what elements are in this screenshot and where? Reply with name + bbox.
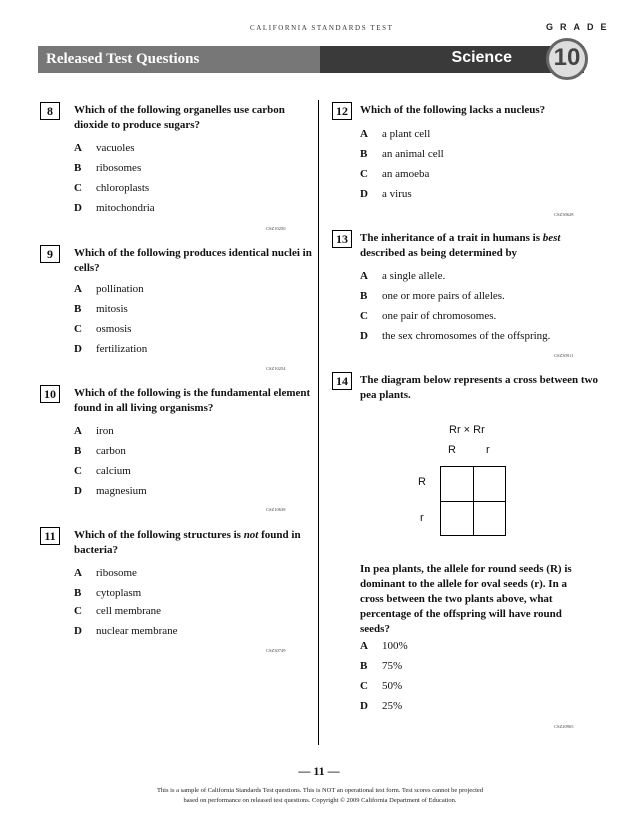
option-letter: B bbox=[74, 445, 82, 457]
option-text: cell membrane bbox=[96, 605, 162, 617]
subject-label: Science bbox=[451, 49, 512, 66]
grade-badge bbox=[546, 38, 588, 80]
option-letter: B bbox=[360, 148, 368, 160]
option-letter: D bbox=[360, 188, 368, 200]
item-code: CSZ10250 bbox=[266, 226, 286, 231]
option-text: a single allele. bbox=[382, 270, 446, 282]
item-code: CSZ20965 bbox=[554, 724, 574, 729]
question-number: 10 bbox=[40, 385, 60, 403]
stem-part: Which of the following structures is bbox=[74, 529, 244, 541]
option-text: nuclear membrane bbox=[96, 625, 178, 637]
stem-part: described as being determined by bbox=[360, 247, 518, 259]
item-code: CSZ30628 bbox=[554, 212, 574, 217]
option-letter: C bbox=[74, 323, 82, 335]
option-text: vacuoles bbox=[96, 142, 135, 154]
grade-label: GRADE bbox=[546, 22, 614, 32]
question-number: 9 bbox=[40, 245, 60, 263]
row-allele-2: r bbox=[420, 512, 424, 524]
stem-part: found in bacteria? bbox=[74, 529, 301, 556]
grade-number: 10 bbox=[553, 44, 581, 71]
item-code: CSZ30911 bbox=[554, 353, 574, 358]
question-number: 12 bbox=[332, 102, 352, 120]
page-number: — 11 — bbox=[298, 764, 340, 778]
cross-label: Rr × Rr bbox=[449, 424, 485, 436]
option-text: mitochondria bbox=[96, 202, 155, 214]
item-code: CSZ30749 bbox=[266, 648, 286, 653]
stem-emphasis: not bbox=[243, 529, 259, 541]
option-text: 25% bbox=[382, 700, 403, 712]
option-text: 75% bbox=[382, 660, 403, 672]
test-name: CALIFORNIA STANDARDS TEST bbox=[250, 24, 394, 32]
option-letter: C bbox=[360, 310, 368, 322]
option-text: iron bbox=[96, 425, 114, 437]
question-stem-continued: In pea plants, the allele for round seeds (R) is dominant to the allele for oval seeds (r). In a cross between the two plants above, what percentage of the offspring will have round seeds? bbox=[360, 563, 572, 635]
punnett-square bbox=[440, 466, 506, 536]
question-stem bbox=[360, 231, 600, 261]
option-text: calcium bbox=[96, 465, 131, 477]
subject-box bbox=[320, 46, 584, 73]
option-letter: A bbox=[360, 640, 368, 652]
question-number: 14 bbox=[332, 372, 352, 390]
question-number: 13 bbox=[332, 230, 352, 248]
option-letter: D bbox=[74, 625, 82, 637]
option-letter: B bbox=[74, 303, 82, 315]
option-letter: D bbox=[74, 485, 82, 497]
item-code: CSZ10254 bbox=[266, 366, 286, 371]
option-letter: B bbox=[360, 290, 368, 302]
option-letter: A bbox=[360, 128, 368, 140]
option-text: cytoplasm bbox=[96, 587, 142, 599]
option-text: mitosis bbox=[96, 303, 128, 315]
option-letter: D bbox=[360, 700, 368, 712]
column-divider bbox=[318, 100, 319, 745]
column-allele-2: r bbox=[486, 444, 490, 456]
row-allele-1: R bbox=[418, 476, 426, 488]
top-header bbox=[0, 22, 638, 36]
option-letter: A bbox=[74, 425, 82, 437]
stem-part: The inheritance of a trait in humans is bbox=[360, 232, 543, 244]
option-letter: A bbox=[74, 567, 82, 579]
option-text: a virus bbox=[382, 188, 412, 200]
option-text: one pair of chromosomes. bbox=[382, 310, 497, 322]
question-stem: Which of the following organelles use carbon dioxide to produce sugars? bbox=[74, 104, 285, 131]
option-text: a plant cell bbox=[382, 128, 431, 140]
option-text: magnesium bbox=[96, 485, 147, 497]
option-text: the sex chromosomes of the offspring. bbox=[382, 330, 551, 342]
stem-emphasis: best bbox=[542, 232, 561, 244]
option-text: ribosomes bbox=[96, 162, 142, 174]
option-letter: D bbox=[360, 330, 368, 342]
option-text: fertilization bbox=[96, 343, 148, 355]
option-letter: A bbox=[360, 270, 368, 282]
item-code: CSZ10638 bbox=[266, 507, 286, 512]
question-stem: Which of the following lacks a nucleus? bbox=[360, 104, 546, 116]
option-letter: C bbox=[360, 168, 368, 180]
option-text: chloroplasts bbox=[96, 182, 150, 194]
question-stem: Which of the following produces identical nuclei in cells? bbox=[74, 247, 312, 274]
option-text: 50% bbox=[382, 680, 403, 692]
column-allele-1: R bbox=[448, 444, 456, 456]
option-letter: D bbox=[74, 202, 82, 214]
footer-note bbox=[80, 786, 560, 806]
option-letter: C bbox=[74, 182, 82, 194]
option-letter: C bbox=[360, 680, 368, 692]
option-letter: A bbox=[74, 142, 82, 154]
section-title: Released Test Questions bbox=[46, 51, 200, 67]
option-letter: B bbox=[74, 162, 82, 174]
option-text: osmosis bbox=[96, 323, 132, 335]
option-letter: A bbox=[74, 283, 82, 295]
option-text: one or more pairs of alleles. bbox=[382, 290, 505, 302]
footer-line-2: based on performance on released test questions. Copyright © 2009 California Department of Education. bbox=[183, 797, 457, 804]
question-stem: Which of the following is the fundamental element found in all living organisms? bbox=[74, 387, 311, 414]
option-letter: B bbox=[74, 587, 82, 599]
grid-line bbox=[441, 501, 505, 502]
option-letter: C bbox=[74, 605, 82, 617]
question-stem bbox=[74, 528, 314, 558]
option-text: an animal cell bbox=[382, 148, 444, 160]
option-text: pollination bbox=[96, 283, 144, 295]
option-letter: C bbox=[74, 465, 82, 477]
question-number: 11 bbox=[40, 527, 60, 545]
option-letter: D bbox=[74, 343, 82, 355]
question-number: 8 bbox=[40, 102, 60, 120]
option-text: carbon bbox=[96, 445, 126, 457]
footer-line-1: This is a sample of California Standards Test questions. This is NOT an operational test form. Test scores cannot be projected bbox=[156, 787, 484, 794]
question-stem: The diagram below represents a cross between two pea plants. bbox=[360, 374, 599, 401]
option-text: an amoeba bbox=[382, 168, 430, 180]
option-text: 100% bbox=[382, 640, 408, 652]
title-band bbox=[38, 46, 558, 73]
option-letter: B bbox=[360, 660, 368, 672]
option-text: ribosome bbox=[96, 567, 137, 579]
